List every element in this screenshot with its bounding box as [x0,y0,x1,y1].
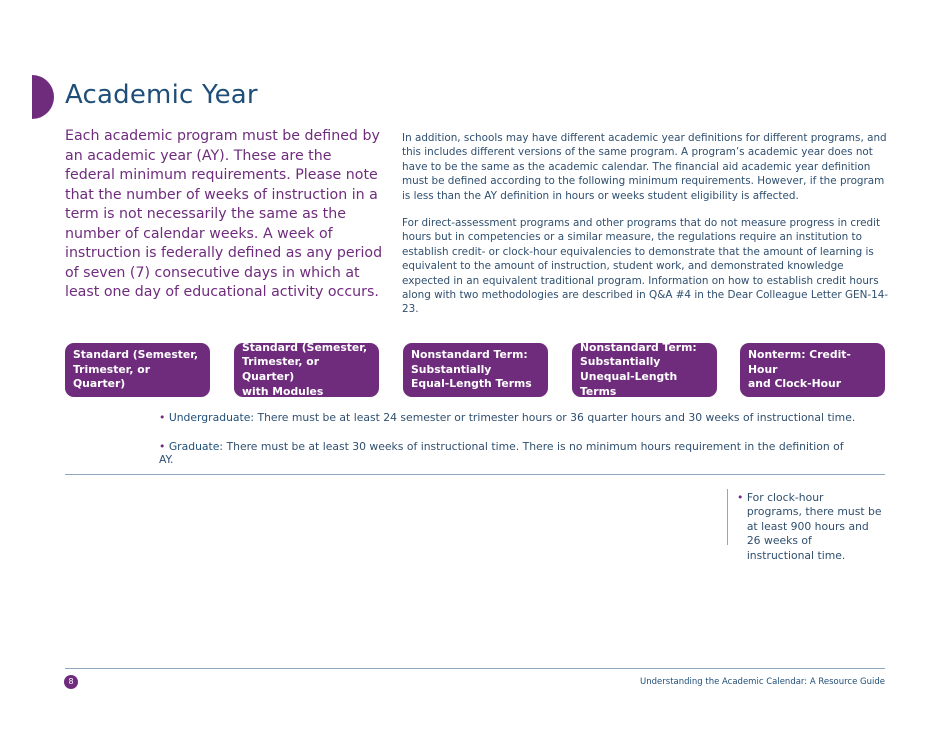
requirement-text: There must be at least 24 semester or trimester hours or 36 quarter hours and 30 weeks of instructional time. [257,411,856,424]
program-type-standard-modules[interactable] [234,340,379,398]
program-type-label: Substantially [580,355,661,369]
clock-hour-divider [727,489,728,545]
requirement-label: Undergraduate: [168,411,255,424]
undergraduate-requirement [159,411,859,424]
intro-paragraph: Each academic program must be defined by an academic year (AY). These are the federal minimum requirements. Please note that the number of weeks of instruction in a term is not necessarily the same as the number of calendar weeks. A week of instruction is federally defined as any period of seven (7) consecutive days in which at least one day of educational activity occurs. [65,128,383,300]
program-type-label: Nonstandard Term: [580,340,697,354]
section-divider [65,474,885,475]
program-type-label: Unequal-Length Terms [580,370,678,398]
bullet-icon: • [159,411,166,424]
program-type-label: Nonstandard Term: [411,348,528,362]
program-type-label: Standard (Semester, [242,340,368,354]
program-type-label: Trimester, or Quarter) [242,355,320,383]
program-type-label: Trimester, or Quarter) [73,362,151,391]
page-title: Academic Year [65,80,258,110]
program-type-label: and Clock-Hour [748,377,842,391]
footer-guide-title: Understanding the Academic Calendar: A Resource Guide [640,677,885,687]
title-tab-marker [32,75,54,119]
clock-hour-requirement [737,491,887,563]
program-type-label: Standard (Semester, [73,348,199,362]
requirement-text: For clock-hour programs, there must be at least 900 hours and 26 weeks of instructional time. [746,491,882,562]
graduate-requirement [159,440,859,466]
requirement-label: Graduate: [168,440,224,453]
program-type-nonstandard-unequal[interactable] [572,340,717,398]
body-paragraph: For direct-assessment programs and other programs that do not measure progress in credit hours but in competencies or a similar measure, the regulations require an institution to establish credit- or clock-hour equivalencies to demonstrate that the amount of learning is equivalent to the amount of instruction, student work, and demonstrated knowledge expected in an equivalent traditional program. Information on how to establish credit hours along with two methodologies are described in Q&A #4 in the Dear Colleague Letter GEN-14-23. [402,217,889,316]
program-type-nonstandard-equal[interactable] [403,343,548,397]
footer-divider [65,668,885,669]
bullet-icon: • [737,491,744,504]
program-type-nonterm[interactable] [740,343,885,397]
program-type-label: Nonterm: Credit-Hour [748,348,851,376]
program-type-standard[interactable] [65,343,210,397]
body-text-column [402,131,890,330]
body-paragraph: In addition, schools may have different academic year definitions for different programs, and this includes different versions of the same program. A program’s academic year does not have to be the same as the academic calendar. The financial aid academic year definition must be defined according to the following minimum requirements. However, if the program is less than the AY definition in hours or weeks student eligibility is affected. [402,132,887,202]
program-type-label: Equal-Length Terms [411,377,532,391]
requirement-text: There must be at least 30 weeks of instructional time. There is no minimum hours requirement in the definition of AY. [159,440,844,466]
program-type-label: with Modules [242,384,324,398]
program-type-label: Substantially [411,362,492,376]
bullet-icon: • [159,440,166,453]
page-number-badge: 8 [64,675,78,689]
